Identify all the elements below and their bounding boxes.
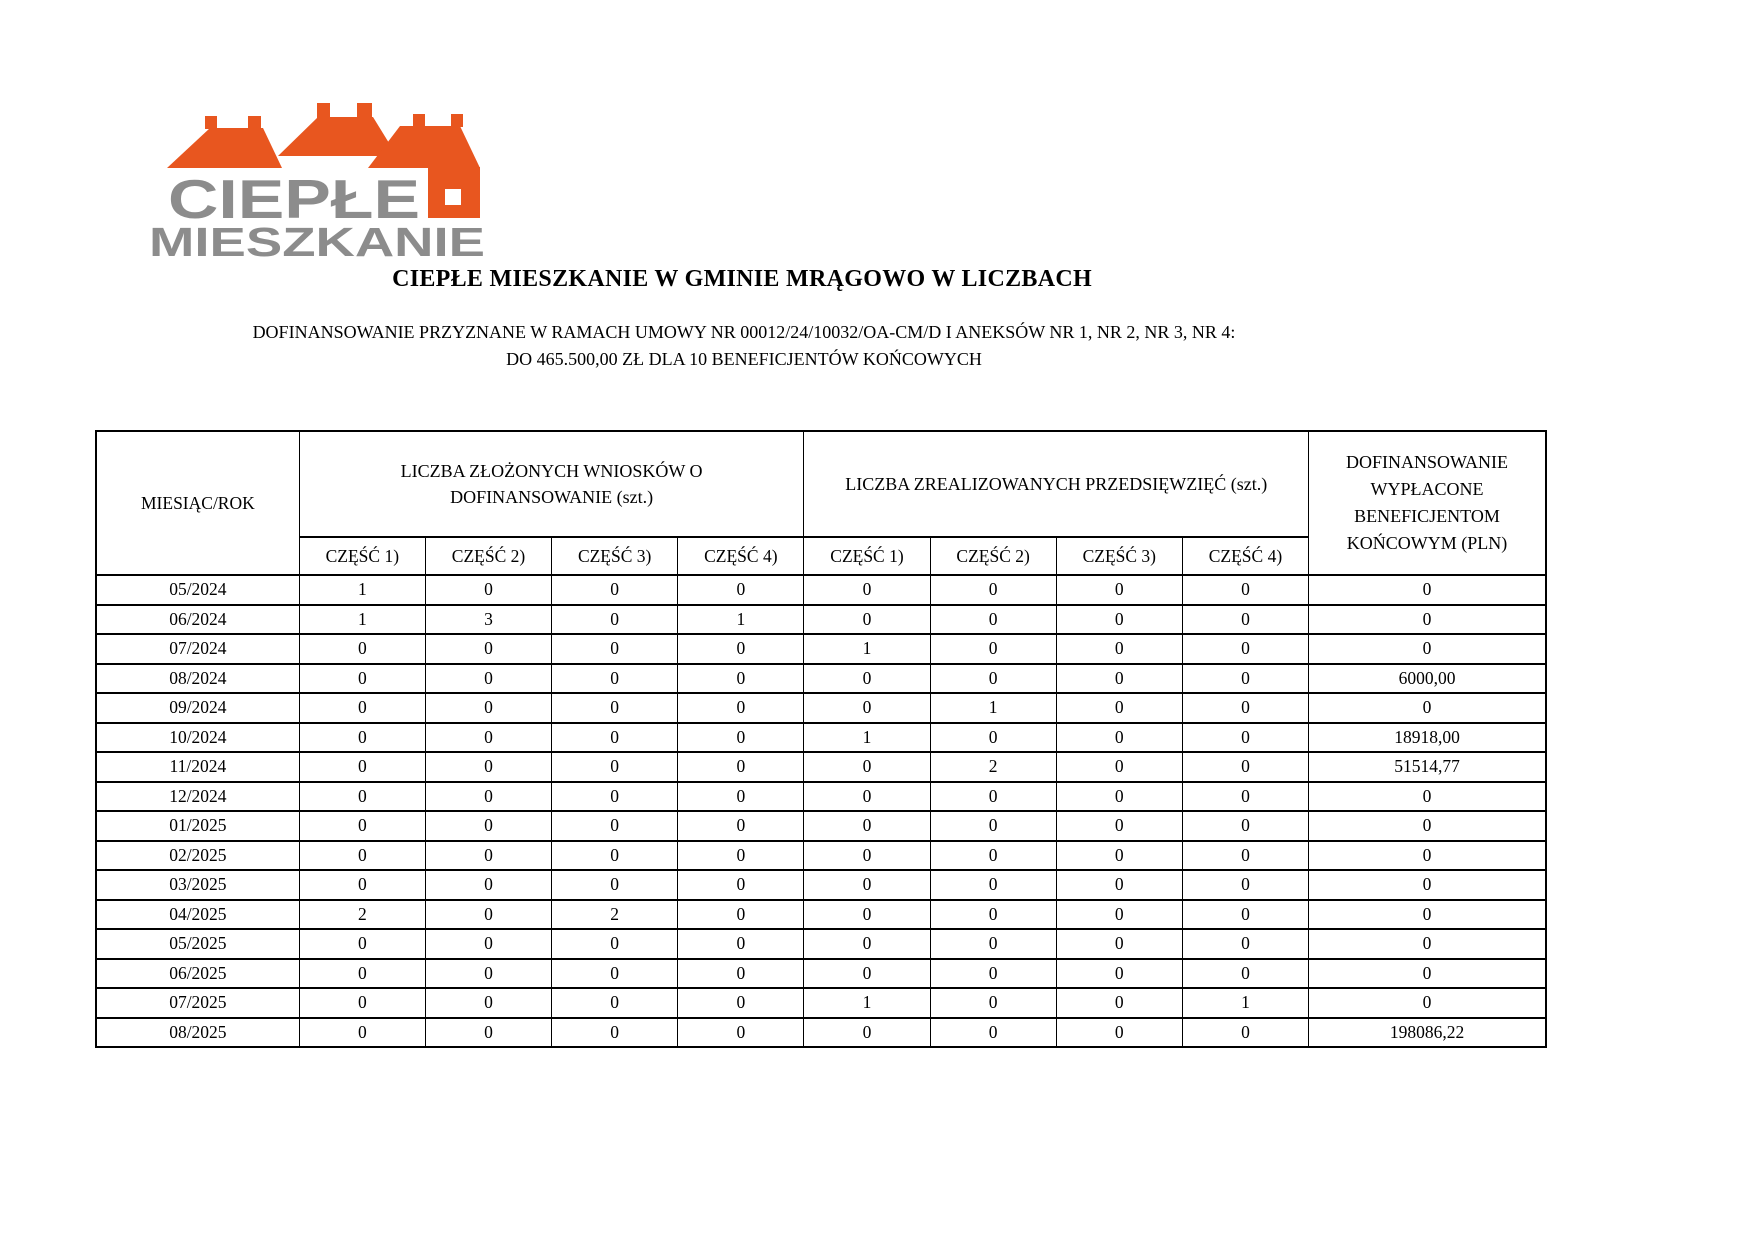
table-row — [96, 811, 1546, 841]
value-cell: 0 — [678, 575, 804, 605]
value-cell: 0 — [299, 811, 425, 841]
payout-cell: 0 — [1309, 900, 1546, 930]
value-cell: 0 — [1056, 1018, 1182, 1048]
month-cell: 10/2024 — [96, 723, 299, 753]
value-cell: 0 — [1056, 605, 1182, 635]
value-cell: 0 — [930, 782, 1056, 812]
value-cell: 0 — [678, 959, 804, 989]
payout-cell: 0 — [1309, 841, 1546, 871]
payout-cell: 198086,22 — [1309, 1018, 1546, 1048]
value-cell: 0 — [804, 605, 930, 635]
value-cell: 0 — [804, 811, 930, 841]
chimney-icon — [357, 103, 372, 118]
logo-word-mieszkanie: MIESZKANIE — [149, 219, 485, 262]
value-cell: 0 — [678, 723, 804, 753]
value-cell: 0 — [552, 575, 678, 605]
value-cell: 0 — [1182, 634, 1308, 664]
table-row — [96, 1018, 1546, 1048]
value-cell: 0 — [930, 870, 1056, 900]
table-row — [96, 605, 1546, 635]
table-row — [96, 752, 1546, 782]
table-row — [96, 988, 1546, 1018]
payout-cell: 0 — [1309, 811, 1546, 841]
table-row — [96, 782, 1546, 812]
value-cell: 0 — [299, 634, 425, 664]
value-cell: 0 — [678, 841, 804, 871]
value-cell: 0 — [552, 634, 678, 664]
value-cell: 0 — [425, 752, 551, 782]
value-cell: 0 — [299, 959, 425, 989]
value-cell: 0 — [1182, 1018, 1308, 1048]
value-cell: 0 — [678, 664, 804, 694]
column-header-part: CZĘŚĆ 3) — [1056, 537, 1182, 575]
value-cell: 0 — [930, 988, 1056, 1018]
value-cell: 0 — [425, 988, 551, 1018]
month-cell: 12/2024 — [96, 782, 299, 812]
month-cell: 06/2025 — [96, 959, 299, 989]
value-cell: 0 — [804, 752, 930, 782]
table-row — [96, 870, 1546, 900]
value-cell: 0 — [930, 959, 1056, 989]
page-title: CIEPŁE MIESZKANIE W GMINIE MRĄGOWO W LICZBACH — [392, 266, 1092, 292]
value-cell: 0 — [678, 1018, 804, 1048]
table-row — [96, 723, 1546, 753]
month-cell: 08/2024 — [96, 664, 299, 694]
month-cell: 05/2025 — [96, 929, 299, 959]
value-cell: 0 — [299, 752, 425, 782]
value-cell: 0 — [930, 1018, 1056, 1048]
value-cell: 0 — [804, 693, 930, 723]
payout-cell: 0 — [1309, 782, 1546, 812]
value-cell: 0 — [930, 634, 1056, 664]
value-cell: 0 — [1182, 693, 1308, 723]
value-cell: 0 — [930, 575, 1056, 605]
value-cell: 0 — [1056, 782, 1182, 812]
value-cell: 0 — [552, 782, 678, 812]
payout-cell: 0 — [1309, 959, 1546, 989]
value-cell: 0 — [1182, 811, 1308, 841]
month-cell: 05/2024 — [96, 575, 299, 605]
month-cell: 04/2025 — [96, 900, 299, 930]
chimney-icon — [205, 116, 217, 129]
value-cell: 0 — [1182, 900, 1308, 930]
payout-cell: 0 — [1309, 988, 1546, 1018]
value-cell: 0 — [552, 723, 678, 753]
value-cell: 0 — [804, 929, 930, 959]
value-cell: 1 — [804, 988, 930, 1018]
column-header-part: CZĘŚĆ 3) — [552, 537, 678, 575]
value-cell: 0 — [930, 929, 1056, 959]
value-cell: 0 — [425, 929, 551, 959]
value-cell: 0 — [930, 723, 1056, 753]
month-cell: 07/2025 — [96, 988, 299, 1018]
value-cell: 0 — [1182, 752, 1308, 782]
value-cell: 3 — [425, 605, 551, 635]
payout-cell: 0 — [1309, 929, 1546, 959]
column-header-month: MIESIĄC/ROK — [96, 431, 299, 575]
column-header-part: CZĘŚĆ 1) — [299, 537, 425, 575]
payout-cell: 51514,77 — [1309, 752, 1546, 782]
value-cell: 0 — [299, 870, 425, 900]
value-cell: 0 — [1182, 870, 1308, 900]
value-cell: 0 — [1056, 693, 1182, 723]
value-cell: 0 — [1056, 870, 1182, 900]
value-cell: 0 — [1182, 929, 1308, 959]
value-cell: 0 — [552, 693, 678, 723]
table-body — [96, 575, 1546, 1047]
value-cell: 0 — [678, 634, 804, 664]
value-cell: 0 — [804, 841, 930, 871]
value-cell: 0 — [804, 664, 930, 694]
page-subtitle — [0, 319, 1488, 373]
value-cell: 0 — [552, 811, 678, 841]
value-cell: 0 — [299, 664, 425, 694]
value-cell: 0 — [425, 575, 551, 605]
value-cell: 0 — [678, 752, 804, 782]
payout-header-line-4: KOŃCOWYM (PLN) — [1346, 533, 1508, 553]
value-cell: 2 — [552, 900, 678, 930]
value-cell: 0 — [804, 782, 930, 812]
value-cell: 0 — [552, 664, 678, 694]
value-cell: 1 — [299, 575, 425, 605]
value-cell: 0 — [552, 988, 678, 1018]
month-cell: 02/2025 — [96, 841, 299, 871]
value-cell: 0 — [1056, 811, 1182, 841]
value-cell: 0 — [1182, 605, 1308, 635]
value-cell: 0 — [678, 900, 804, 930]
logo-word-cieple: CIEPŁE — [168, 168, 420, 230]
value-cell: 0 — [1182, 664, 1308, 694]
value-cell: 0 — [425, 634, 551, 664]
value-cell: 0 — [425, 1018, 551, 1048]
value-cell: 0 — [552, 841, 678, 871]
value-cell: 0 — [804, 1018, 930, 1048]
value-cell: 0 — [552, 929, 678, 959]
value-cell: 2 — [930, 752, 1056, 782]
value-cell: 0 — [425, 841, 551, 871]
value-cell: 0 — [1056, 664, 1182, 694]
value-cell: 0 — [299, 929, 425, 959]
payout-cell: 0 — [1309, 634, 1546, 664]
value-cell: 0 — [552, 1018, 678, 1048]
roof-icon — [278, 117, 397, 156]
value-cell: 0 — [425, 723, 551, 753]
statistics-table — [95, 430, 1547, 1048]
value-cell: 0 — [1182, 575, 1308, 605]
value-cell: 0 — [1182, 723, 1308, 753]
value-cell: 0 — [1056, 959, 1182, 989]
value-cell: 0 — [425, 811, 551, 841]
value-cell: 0 — [552, 959, 678, 989]
payout-cell: 18918,00 — [1309, 723, 1546, 753]
value-cell: 0 — [1056, 634, 1182, 664]
house-window-icon — [445, 189, 461, 205]
value-cell: 0 — [1056, 988, 1182, 1018]
value-cell: 0 — [930, 900, 1056, 930]
value-cell: 0 — [1056, 841, 1182, 871]
table-row — [96, 841, 1546, 871]
value-cell: 0 — [425, 870, 551, 900]
value-cell: 0 — [930, 811, 1056, 841]
value-cell: 0 — [299, 988, 425, 1018]
value-cell: 0 — [552, 605, 678, 635]
value-cell: 0 — [425, 782, 551, 812]
subtitle-line-1: DOFINANSOWANIE PRZYZNANE W RAMACH UMOWY NR 00012/24/10032/OA-CM/D I ANEKSÓW NR 1, NR 2, NR 3, NR 4: — [252, 322, 1236, 342]
payout-header-line-2: WYPŁACONE — [1370, 479, 1484, 499]
month-cell: 06/2024 — [96, 605, 299, 635]
value-cell: 0 — [299, 841, 425, 871]
value-cell: 1 — [804, 723, 930, 753]
column-header-part: CZĘŚĆ 2) — [930, 537, 1056, 575]
cieple-mieszkanie-logo — [148, 90, 488, 262]
value-cell: 0 — [678, 782, 804, 812]
value-cell: 1 — [678, 605, 804, 635]
value-cell: 0 — [678, 929, 804, 959]
roof-icon — [167, 128, 282, 168]
chimney-icon — [248, 116, 261, 129]
column-header-part: CZĘŚĆ 1) — [804, 537, 930, 575]
month-cell: 07/2024 — [96, 634, 299, 664]
payout-header-line-3: BENEFICJENTOM — [1354, 506, 1500, 526]
value-cell: 1 — [1182, 988, 1308, 1018]
payout-cell: 0 — [1309, 575, 1546, 605]
value-cell: 0 — [678, 811, 804, 841]
value-cell: 1 — [930, 693, 1056, 723]
value-cell: 2 — [299, 900, 425, 930]
value-cell: 0 — [1056, 575, 1182, 605]
table-row — [96, 664, 1546, 694]
value-cell: 0 — [1056, 752, 1182, 782]
table-row — [96, 929, 1546, 959]
value-cell: 0 — [425, 693, 551, 723]
value-cell: 0 — [804, 900, 930, 930]
column-group-header-completed: LICZBA ZREALIZOWANYCH PRZEDSIĘWZIĘĆ (szt.) — [804, 431, 1309, 537]
value-cell: 0 — [804, 575, 930, 605]
payout-header-line-1: DOFINANSOWANIE — [1346, 452, 1509, 472]
chimney-icon — [413, 114, 425, 127]
column-group-header-applications — [299, 431, 804, 537]
value-cell: 0 — [299, 693, 425, 723]
value-cell: 0 — [299, 782, 425, 812]
value-cell: 0 — [1056, 723, 1182, 753]
month-cell: 03/2025 — [96, 870, 299, 900]
column-header-part: CZĘŚĆ 4) — [678, 537, 804, 575]
value-cell: 0 — [552, 870, 678, 900]
value-cell: 0 — [1056, 929, 1182, 959]
payout-cell: 0 — [1309, 870, 1546, 900]
month-cell: 09/2024 — [96, 693, 299, 723]
value-cell: 0 — [1056, 900, 1182, 930]
value-cell: 1 — [804, 634, 930, 664]
table-row — [96, 693, 1546, 723]
value-cell: 0 — [678, 988, 804, 1018]
value-cell: 0 — [930, 841, 1056, 871]
table-row — [96, 959, 1546, 989]
value-cell: 0 — [678, 870, 804, 900]
month-cell: 11/2024 — [96, 752, 299, 782]
value-cell: 0 — [930, 664, 1056, 694]
subtitle-line-2: DO 465.500,00 ZŁ DLA 10 BENEFICJENTÓW KOŃCOWYCH — [506, 349, 982, 369]
group1-line-1: LICZBA ZŁOŻONYCH WNIOSKÓW O — [400, 461, 703, 481]
table-row — [96, 634, 1546, 664]
value-cell: 0 — [552, 752, 678, 782]
value-cell: 0 — [425, 664, 551, 694]
payout-cell: 0 — [1309, 605, 1546, 635]
value-cell: 0 — [425, 900, 551, 930]
value-cell: 0 — [299, 1018, 425, 1048]
table-row — [96, 900, 1546, 930]
value-cell: 1 — [299, 605, 425, 635]
group1-line-2: DOFINANSOWANIE (szt.) — [450, 487, 654, 507]
value-cell: 0 — [299, 723, 425, 753]
value-cell: 0 — [1182, 782, 1308, 812]
value-cell: 0 — [425, 959, 551, 989]
chimney-icon — [317, 103, 330, 118]
roof-icon — [368, 126, 480, 168]
chimney-icon — [451, 114, 463, 127]
value-cell: 0 — [1182, 841, 1308, 871]
value-cell: 0 — [804, 959, 930, 989]
value-cell: 0 — [1182, 959, 1308, 989]
month-cell: 01/2025 — [96, 811, 299, 841]
column-header-payout — [1309, 431, 1546, 575]
value-cell: 0 — [930, 605, 1056, 635]
table-row — [96, 575, 1546, 605]
payout-cell: 6000,00 — [1309, 664, 1546, 694]
month-cell: 08/2025 — [96, 1018, 299, 1048]
value-cell: 0 — [804, 870, 930, 900]
column-header-part: CZĘŚĆ 2) — [425, 537, 551, 575]
column-header-part: CZĘŚĆ 4) — [1182, 537, 1308, 575]
payout-cell: 0 — [1309, 693, 1546, 723]
value-cell: 0 — [678, 693, 804, 723]
